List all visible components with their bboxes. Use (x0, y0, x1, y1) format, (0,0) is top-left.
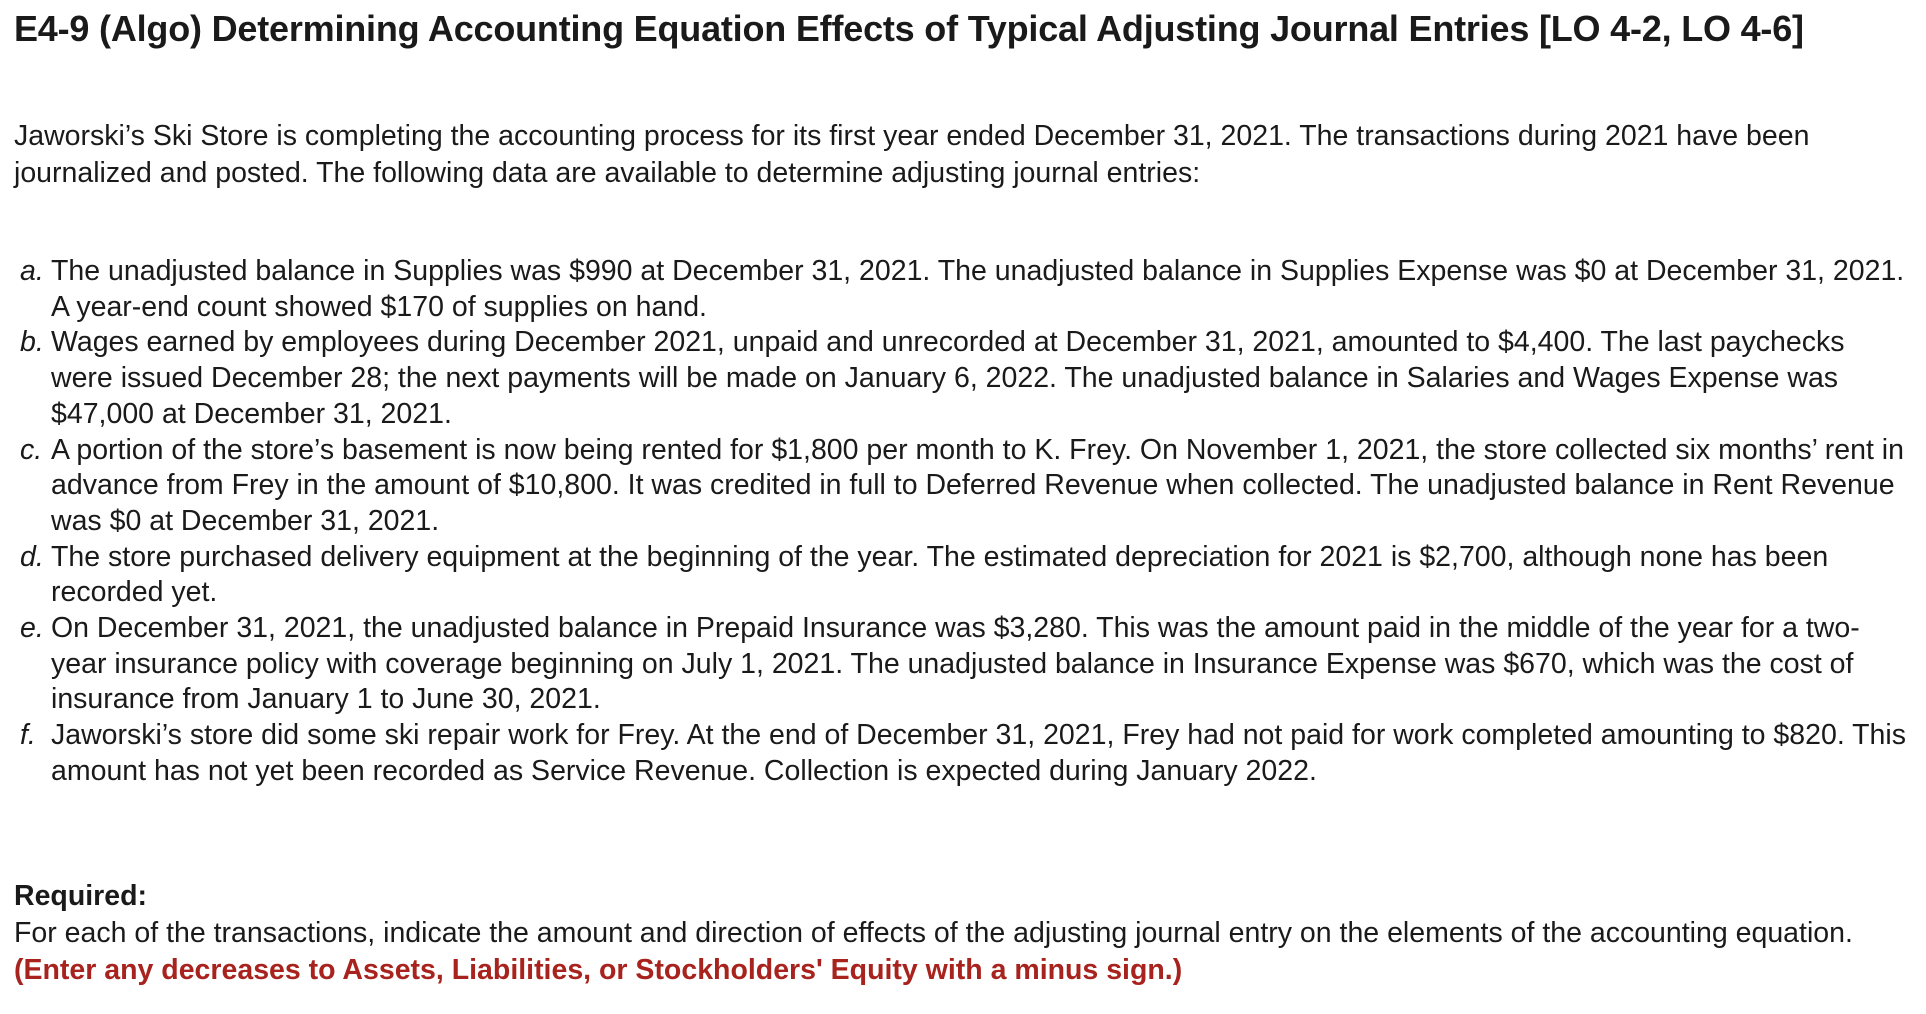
list-item (14, 540, 1914, 611)
list-item (14, 254, 1914, 325)
list-item (14, 433, 1914, 540)
problem-intro: Jaworski’s Ski Store is completing the accounting process for its first year ended December 31, 2021. The transactions during 2021 have been journalized and posted. The following data are available to determine adjusting journal entries: (14, 120, 1810, 189)
list-item (14, 325, 1914, 432)
list-item (14, 718, 1914, 789)
item-text: On December 31, 2021, the unadjusted balance in Prepaid Insurance was $3,280. This was the amount paid in the middle of the year for a two-year insurance policy with coverage beginning on July 1, 2021. The unadjusted balance in Insurance Expense was $670, which was the cost of insurance from January 1 to June 30, 2021. (51, 612, 1860, 716)
item-marker: a. (20, 255, 44, 287)
required-section (14, 878, 1894, 989)
item-text: Jaworski’s store did some ski repair work for Frey. At the end of December 31, 2021, Frey had not paid for work completed amounting to $820. This amount has not yet been recorded as Service Revenue. Collection is expected during January 2022. (51, 719, 1906, 787)
adjustment-data-list (14, 254, 1914, 790)
problem-title: E4-9 (Algo) Determining Accounting Equation Effects of Typical Adjusting Journal Entries [LO 4-2, LO 4-6] (14, 8, 1804, 49)
item-text: A portion of the store’s basement is now being rented for $1,800 per month to K. Frey. On November 1, 2021, the store collected six months’ rent in advance from Frey in the amount of $10,800. It was credited in full to Deferred Revenue when collected. The unadjusted balance in Rent Revenue was $0 at December 31, 2021. (51, 433, 1904, 537)
required-text: For each of the transactions, indicate the amount and direction of effects of the adjusting journal entry on the elements of the accounting equation. (14, 916, 1853, 949)
required-label: Required: (14, 879, 148, 912)
item-text: The store purchased delivery equipment at the beginning of the year. The estimated depreciation for 2021 is $2,700, although none has been recorded yet. (51, 540, 1829, 609)
list-item (14, 611, 1914, 718)
item-text: The unadjusted balance in Supplies was $990 at December 31, 2021. The unadjusted balance in Supplies Expense was $0 at December 31, 2021. A year-end count showed $170 of supplies on hand. (51, 255, 1905, 323)
item-text: Wages earned by employees during December 2021, unpaid and unrecorded at December 31, 2021, amounted to $4,400. The last paychecks were issued December 28; the next payments will be made on January 6, 2022. The unadjusted balance in Salaries and Wages Expense was $47,000 at December 31, 2021. (51, 326, 1845, 430)
minus-sign-instruction: (Enter any decreases to Assets, Liabilities, or Stockholders' Equity with a minus sign.) (14, 953, 1183, 986)
item-marker: d. (20, 540, 44, 573)
item-marker: f. (20, 719, 36, 752)
item-marker: e. (20, 612, 44, 645)
item-marker: b. (20, 326, 44, 359)
item-marker: c. (20, 433, 43, 466)
